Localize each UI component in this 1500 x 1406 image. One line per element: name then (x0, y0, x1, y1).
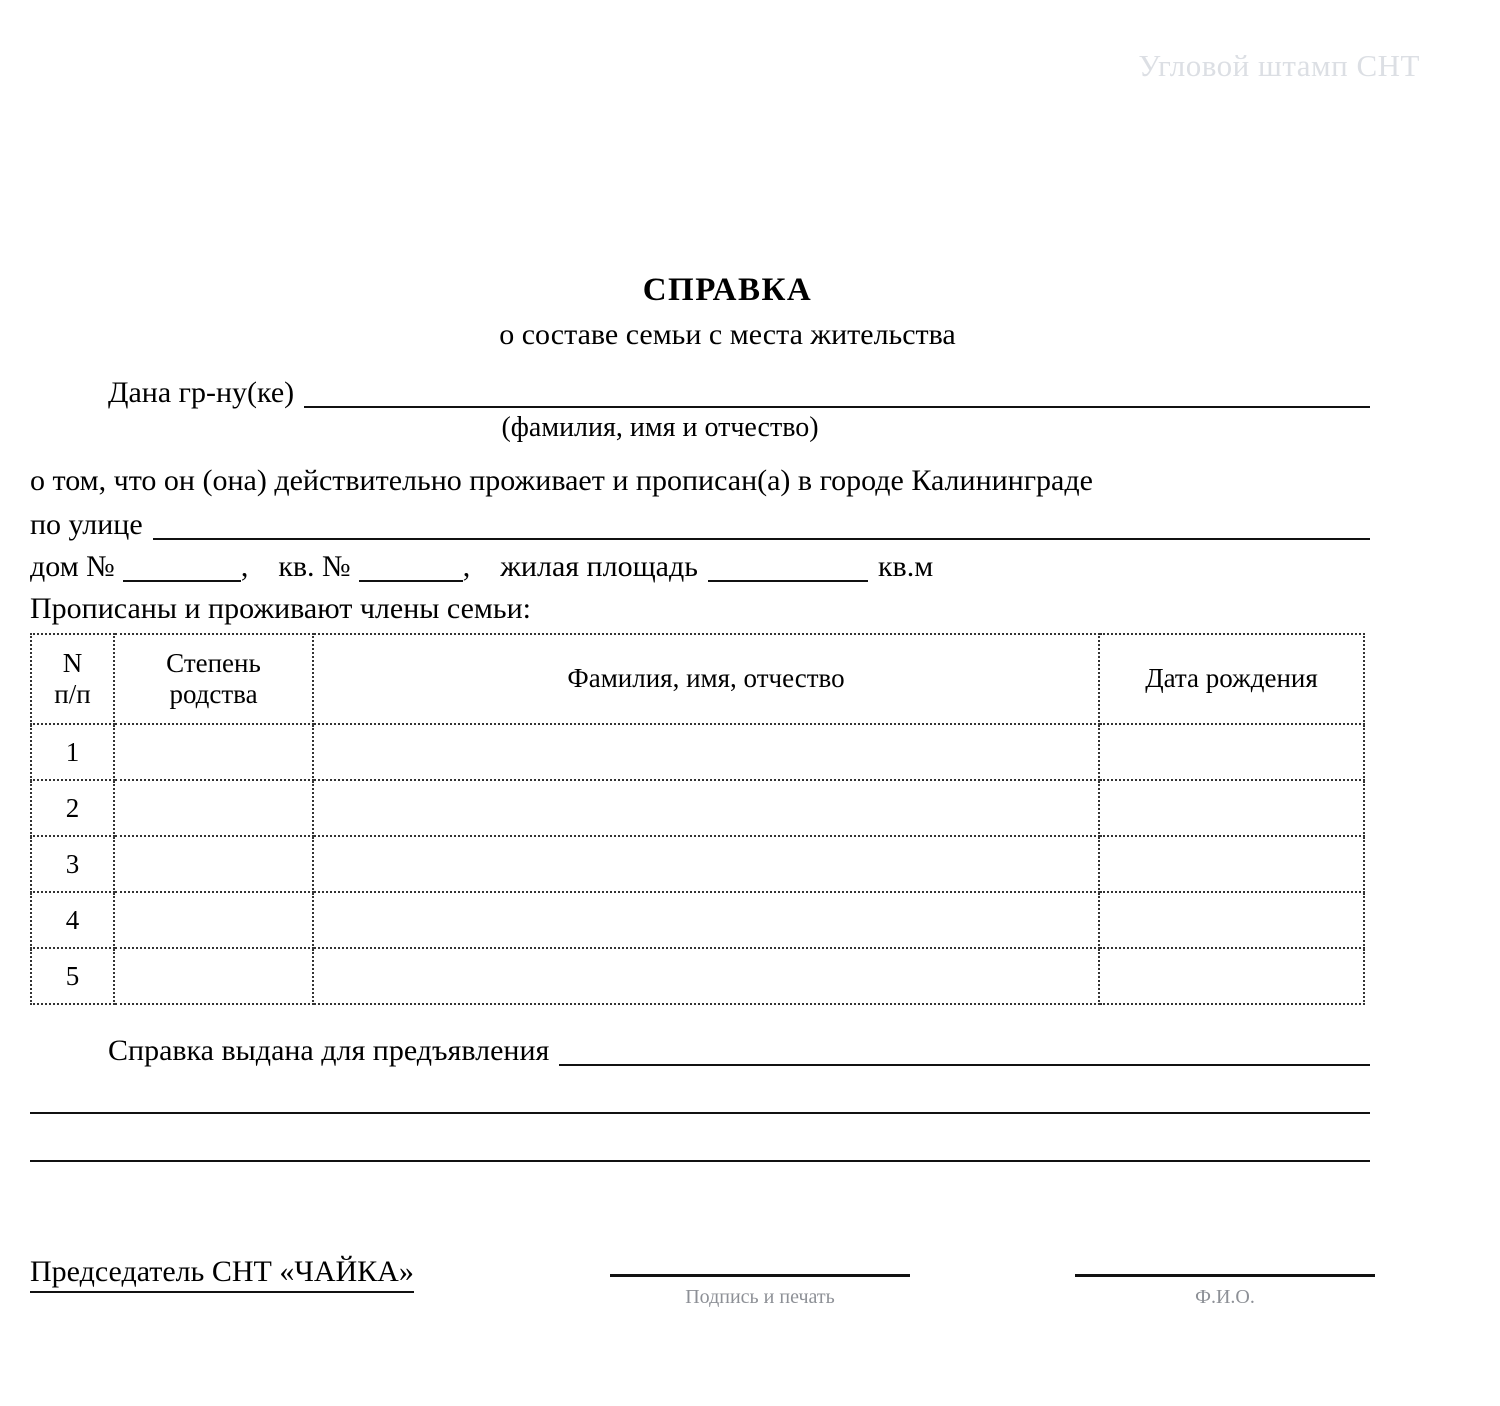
apartment-input[interactable] (359, 554, 463, 582)
row-number: 2 (31, 780, 114, 836)
given-to-caption: (фамилия, имя и отчество) (501, 412, 819, 443)
chairman-label: Председатель СНТ «ЧАЙКА» (30, 1255, 414, 1293)
house-comma: , (240, 550, 249, 583)
house-input[interactable] (123, 554, 241, 582)
street-row (30, 510, 1370, 540)
row-birthdate[interactable] (1099, 948, 1364, 1004)
issued-for-input-line-2[interactable] (30, 1110, 1370, 1114)
fio-caption: Ф.И.О. (1195, 1286, 1255, 1308)
table-row (31, 892, 1364, 948)
table-row (31, 948, 1364, 1004)
members-intro-row (30, 594, 1370, 624)
row-fullname[interactable] (313, 780, 1099, 836)
table-row (31, 724, 1364, 780)
row-fullname[interactable] (313, 892, 1099, 948)
statement-text: о том, что он (она) действительно проживает и прописан(а) в городе Калининграде (30, 464, 1093, 497)
row-number: 1 (31, 724, 114, 780)
row-relation[interactable] (114, 780, 313, 836)
street-label: по улице (30, 508, 143, 541)
family-members-table (30, 633, 1365, 1005)
signature-slot-stamp (610, 1271, 910, 1309)
row-fullname[interactable] (313, 836, 1099, 892)
members-intro-label: Прописаны и проживают члены семьи: (30, 592, 531, 625)
table-header-row (31, 634, 1364, 724)
title-block (0, 272, 1455, 352)
issued-for-label: Справка выдана для предъявления (108, 1034, 550, 1067)
row-number: 3 (31, 836, 114, 892)
column-header-relation-line1: Степень (166, 647, 261, 678)
row-fullname[interactable] (313, 948, 1099, 1004)
corner-stamp-placeholder: Угловой штамп СНТ (1138, 48, 1420, 83)
issued-for-input-line-3[interactable] (30, 1158, 1370, 1162)
signature-slot-fio (1075, 1271, 1375, 1309)
column-header-fullname: Фамилия, имя, отчество (313, 634, 1099, 724)
signature-slots (610, 1271, 1375, 1309)
column-header-relation-line2: родства (169, 679, 258, 709)
table-row (31, 836, 1364, 892)
house-label: дом № (30, 550, 115, 583)
row-number: 5 (31, 948, 114, 1004)
row-birthdate[interactable] (1099, 892, 1364, 948)
given-to-label: Дана гр-ну(ке) (108, 376, 295, 409)
signature-input[interactable] (610, 1271, 910, 1277)
row-relation[interactable] (114, 892, 313, 948)
row-birthdate[interactable] (1099, 724, 1364, 780)
issued-for-block (30, 1036, 1370, 1162)
house-apartment-area-row (30, 552, 1370, 582)
form-body (30, 378, 1370, 624)
row-birthdate[interactable] (1099, 836, 1364, 892)
row-birthdate[interactable] (1099, 780, 1364, 836)
table-row (31, 780, 1364, 836)
apartment-comma: , (462, 550, 471, 583)
living-area-input[interactable] (708, 554, 868, 582)
column-header-relation (114, 634, 313, 724)
row-relation[interactable] (114, 724, 313, 780)
column-header-number (31, 634, 114, 724)
column-header-number-line1: N (62, 647, 83, 678)
apartment-label: кв. № (278, 550, 351, 583)
row-relation[interactable] (114, 948, 313, 1004)
column-header-birthdate: Дата рождения (1099, 634, 1364, 724)
table-body (31, 724, 1364, 1004)
living-area-label: жилая площадь (500, 550, 698, 583)
column-header-number-line2: п/п (54, 679, 91, 709)
page-subtitle: о составе семьи с места жительства (499, 317, 956, 351)
row-fullname[interactable] (313, 724, 1099, 780)
living-area-unit: кв.м (877, 550, 934, 583)
statement-row (30, 466, 1370, 496)
street-input[interactable] (153, 510, 1370, 540)
row-number: 4 (31, 892, 114, 948)
issued-for-row (30, 1036, 1370, 1066)
fio-input[interactable] (1075, 1271, 1375, 1277)
issued-for-input[interactable] (559, 1036, 1370, 1066)
given-to-input[interactable] (304, 378, 1370, 408)
page-title: СПРАВКА (642, 272, 813, 308)
given-to-row (30, 378, 1370, 408)
row-relation[interactable] (114, 836, 313, 892)
signature-caption: Подпись и печать (685, 1286, 835, 1308)
